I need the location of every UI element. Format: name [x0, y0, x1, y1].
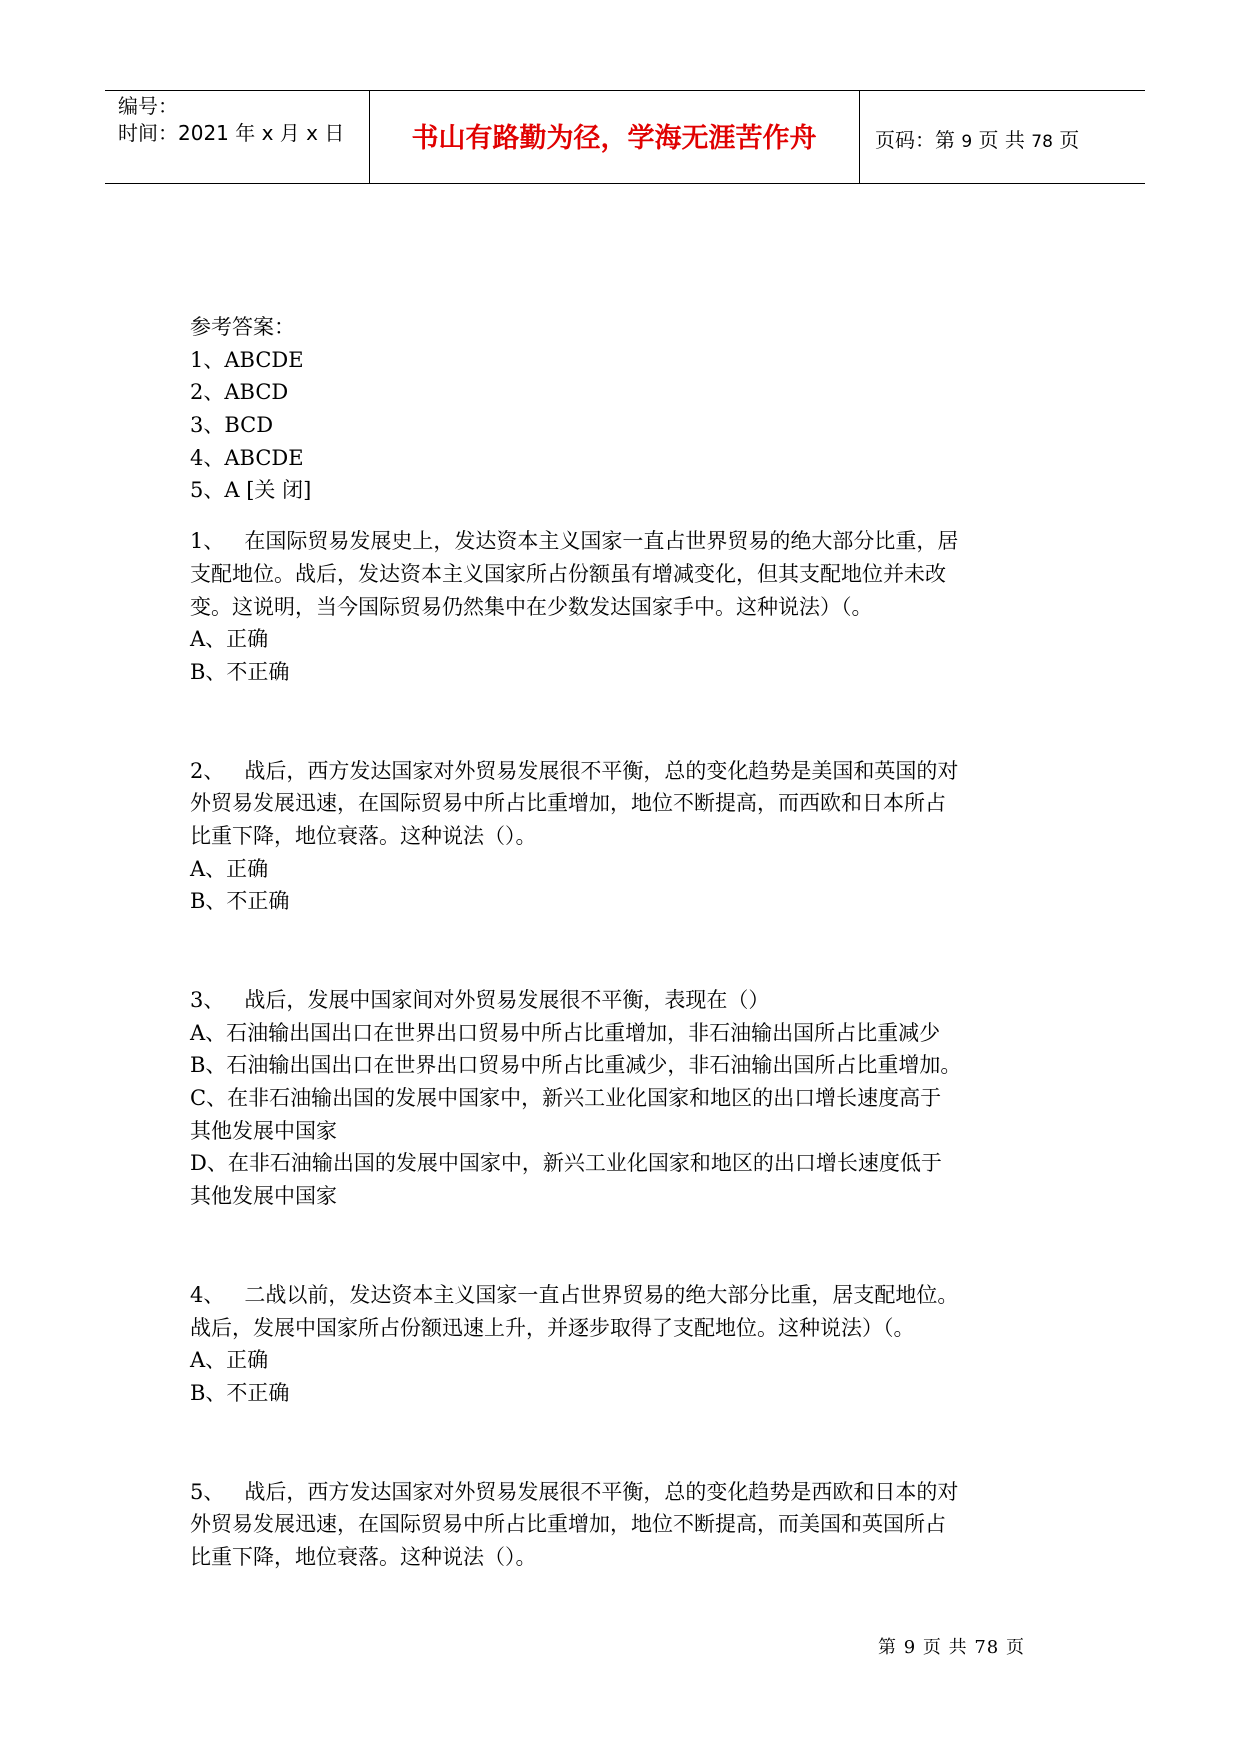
serial-number-label: 编号：	[118, 94, 178, 118]
question-text: 战后，发展中国家所占份额迅速上升，并逐步取得了支配地位。这种说法）（。	[190, 1315, 915, 1340]
question-number: 4、	[190, 1282, 225, 1307]
motto: 书山有路勤为径，学海无涯苦作舟	[411, 123, 817, 154]
question-text: 战后，西方发达国家对外贸易发展很不平衡，总的变化趋势是美国和英国的对	[244, 758, 959, 783]
answer-item: 1、ABCDE	[190, 347, 304, 372]
question-number: 5、	[190, 1479, 225, 1504]
option-a: A、石油输出国出口在世界出口贸易中所占比重增加，非石油输出国所占比重减少	[190, 1020, 941, 1045]
option-c: C、在非石油输出国的发展中国家中，新兴工业化国家和地区的出口增长速度高于	[190, 1086, 942, 1111]
page-total: 78	[1031, 132, 1053, 152]
question-text: 比重下降，地位衰落。这种说法（）。	[190, 823, 537, 848]
page-label: 页码：第	[875, 128, 955, 152]
answer-item: 5、A [关 闭]	[190, 478, 312, 503]
option-b: B、不正确	[190, 659, 290, 684]
question-text: 变。这说明，当今国际贸易仍然集中在少数发达国家手中。这种说法）（。	[190, 594, 873, 619]
option-b: B、不正确	[190, 889, 290, 914]
option-a: A、正确	[190, 856, 269, 881]
question-text: 支配地位。战后，发达资本主义国家所占份额虽有增减变化，但其支配地位并未改	[190, 561, 946, 586]
option-d-cont: 其他发展中国家	[190, 1184, 337, 1209]
answer-item: 2、ABCD	[190, 380, 289, 405]
header-top-rule	[105, 90, 1145, 91]
question-5	[190, 1476, 1070, 1574]
page-end-label: 页	[1059, 128, 1080, 152]
option-b: B、不正确	[190, 1380, 290, 1405]
question-number: 3、	[190, 988, 225, 1012]
option-b: B、石油输出国出口在世界出口贸易中所占比重减少，非石油输出国所占比重增加。	[190, 1053, 962, 1078]
question-number: 1、	[190, 529, 225, 554]
question-text: 二战以前，发达资本主义国家一直占世界贸易的绝大部分比重，居支配地位。	[244, 1282, 959, 1307]
question-text: 外贸易发展迅速，在国际贸易中所占比重增加，地位不断提高，而美国和英国所占	[190, 1512, 946, 1537]
question-text: 比重下降，地位衰落。这种说法（）。	[190, 1544, 537, 1569]
answer-item: 4、ABCDE	[190, 445, 304, 470]
question-3	[190, 984, 1070, 1213]
question-text: 战后，发展中国家间对外贸易发展很不平衡，表现在（）	[244, 988, 770, 1012]
option-c-cont: 其他发展中国家	[190, 1118, 337, 1143]
question-1	[190, 525, 1070, 688]
option-a: A、正确	[190, 627, 269, 652]
question-text: 外贸易发展迅速，在国际贸易中所占比重增加，地位不断提高，而西欧和日本所占	[190, 791, 946, 816]
page-current: 9	[961, 132, 973, 152]
answer-item: 3、BCD	[190, 413, 274, 438]
question-text: 战后，西方发达国家对外贸易发展很不平衡，总的变化趋势是西欧和日本的对	[244, 1479, 959, 1504]
footer-page-number: 第 9 页 共 78 页	[878, 1637, 1025, 1658]
date-label: 时间：2021 年 x 月 x 日	[118, 121, 345, 145]
question-text: 在国际贸易发展史上，发达资本主义国家一直占世界贸易的绝大部分比重，居	[244, 529, 959, 554]
header-bottom-rule	[105, 183, 1145, 184]
page-mid-label: 页 共	[978, 128, 1025, 152]
option-a: A、正确	[190, 1348, 269, 1373]
answer-key-title: 参考答案：	[190, 315, 295, 339]
option-d: D、在非石油输出国的发展中国家中，新兴工业化国家和地区的出口增长速度低于	[190, 1151, 942, 1176]
question-number: 2、	[190, 758, 225, 783]
document-body	[190, 311, 1070, 1574]
header-page-number	[875, 124, 1079, 153]
question-2	[190, 755, 1070, 918]
answer-key	[190, 311, 1070, 507]
header-divider-right	[859, 90, 860, 183]
question-4	[190, 1279, 1070, 1410]
